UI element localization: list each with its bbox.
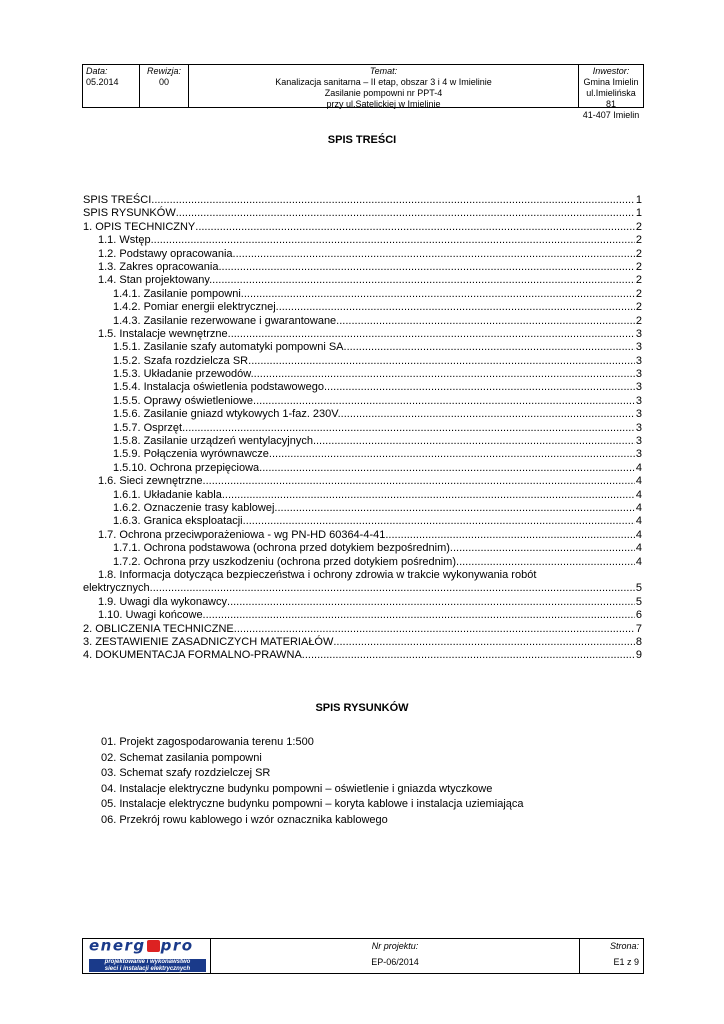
toc-entry-page: 9 [635,649,642,662]
toc-entry[interactable] [83,234,642,247]
toc-entry-title: 1.4.3. Zasilanie rezerwowane i gwarantowane. [113,314,340,327]
toc-entry-page: 3 [635,448,642,461]
toc-entry[interactable] [83,261,642,274]
toc-entry-page: 8 [635,635,642,648]
investor-line: ul.Imielińska 81 [586,88,636,109]
figure-list-item: 06. Przekrój rowu kablowego i wzór oznacznika kablowego [101,813,388,826]
toc-entry-page: 3 [635,421,642,434]
footer-project-cell [211,939,580,973]
toc-entry-title: 1.5.5. Oprawy oświetleniowe. [113,394,257,407]
toc-dot-leader [222,261,635,274]
toc-entry-title: 1.4.2. Pomiar energii elektrycznej. [113,301,279,314]
toc-entry[interactable] [83,248,642,261]
toc-dot-leader [256,395,635,408]
toc-entry[interactable] [83,315,642,328]
toc-dot-leader [176,207,635,220]
toc-dot-leader [254,368,635,381]
toc-entry[interactable] [83,422,642,435]
figure-list-item: 03. Schemat szafy rozdzielczej SR [101,767,271,780]
toc-entry-title: 1.3. Zakres opracowania. [98,260,222,273]
toc-dot-leader [341,408,635,421]
toc-entry[interactable] [83,529,642,542]
logo-tagline: sieci i instalacji elektrycznych [104,965,191,972]
toc-dot-leader [279,301,635,314]
toc-entry-title: 1.4. Stan projektowany. [98,274,213,287]
toc-entry-title: 3. ZESTAWIENIE ZASADNICZYCH MATERIAŁÓW [83,635,334,648]
toc-entry[interactable] [83,542,642,555]
toc-entry-page: 2 [635,247,642,260]
toc-dot-leader [246,515,635,528]
toc-dot-leader [227,596,635,609]
toc-entry-page: 4 [635,555,642,568]
toc-entry-page: 2 [635,234,642,247]
topic-label: Temat: [369,66,398,76]
energopro-logo [89,936,194,955]
toc-entry[interactable] [83,475,642,488]
toc-dot-leader [234,623,635,636]
header-investor-cell [579,65,643,120]
toc-dot-leader [236,248,635,261]
toc-entry-page: 3 [635,327,642,340]
toc-entry[interactable] [83,489,642,502]
toc-entry-page: 3 [635,368,642,381]
toc-entry-title: 1.9. Uwagi dla wykonawcy [98,595,228,608]
toc-dot-leader [450,542,635,555]
toc-entry[interactable] [83,408,642,421]
toc-entry-page: 4 [635,461,642,474]
toc-entry-page: 4 [635,501,642,514]
toc-entry[interactable] [83,381,642,394]
toc-dot-leader [185,422,635,435]
toc-entry[interactable] [83,194,642,207]
topic-line: przy ul.Satelickiej w Imielinie [326,99,441,109]
toc-entry-page: 3 [635,354,642,367]
toc-dot-leader [206,609,635,622]
toc-entry[interactable] [83,448,642,461]
toc-dot-leader [339,315,635,328]
toc-entry-title: 1.7.2. Ochrona przy uszkodzeniu (ochrona przed dotykiem pośrednim). [113,555,460,568]
toc-entry-page: 3 [635,408,642,421]
toc-dot-leader [225,489,635,502]
toc-entry-title: 1.5.8. Zasilanie urządzeń wentylacyjnych. [113,435,316,448]
toc-entry-title: 1.6.3. Granica eksploatacji. [113,515,246,528]
toc-entry-title: 1.6.1. Układanie kabla. [113,488,225,501]
header-topic-cell [189,65,579,107]
toc-entry-page: 5 [635,582,642,595]
toc-entry[interactable] [83,301,642,314]
page-label: Strona: [609,941,639,951]
footer-table [82,938,644,974]
toc-dot-leader [385,529,635,542]
toc-dot-leader [195,221,635,234]
figure-list-item: 04. Instalacje elektryczne budynku pompowni – oświetlenie i gniazda wtyczkowe [101,782,493,795]
toc-entry-page: 3 [635,435,642,448]
header-date-cell [83,65,140,107]
toc-entry[interactable] [83,649,642,662]
toc-entry-page: 6 [635,609,642,622]
revision-value: 00 [158,77,169,87]
toc-entry-title: 1.5.4. Instalacja oświetlenia podstawowego. [113,381,328,394]
toc-entry-page: 1 [635,207,642,220]
toc-entry-title: 1.5.2. Szafa rozdzielcza SR. [113,354,252,367]
toc-dot-leader [151,194,635,207]
header-table [82,64,644,120]
toc-dot-leader [153,582,635,595]
toc-dot-leader [154,234,635,247]
toc-entry-page: 4 [635,488,642,501]
toc-entry[interactable] [83,207,642,220]
toc-entry-title: 1.10. Uwagi końcowe. [98,609,206,622]
toc-dot-leader [206,475,635,488]
toc-entry-title: SPIS RYSUNKÓW [83,207,176,220]
toc-entry-page: 4 [635,475,642,488]
toc-entry-page: 4 [635,515,642,528]
project-label: Nr projektu: [371,941,419,951]
toc-entry-title: 1.5.1. Zasilanie szafy automatyki pompowni SA. [113,341,347,354]
logo-text-left: energ [89,936,146,955]
toc-dot-leader [277,502,634,515]
topic-line: Kanalizacja sanitarna – II etap, obszar 3 i 4 w Imielinie [275,77,492,87]
date-label: Data: [86,66,108,76]
toc-entry[interactable] [83,274,642,287]
toc-entry-title: 1.5.3. Układanie przewodów. [113,368,254,381]
footer-page-cell [580,939,643,973]
toc-dot-leader [459,556,635,569]
toc-entry[interactable] [83,636,642,649]
toc-entry-title: 1.6. Sieci zewnętrzne. [98,475,206,488]
toc-entry-title: 1.5.7. Osprzęt. [113,421,186,434]
toc-entry-page: 3 [635,381,642,394]
investor-line: Gmina Imielin [583,77,639,87]
toc-entry-title: SPIS TREŚCI [83,194,152,206]
toc-entry-page: 5 [635,595,642,608]
toc-entry-page: 7 [635,622,642,635]
toc-entry-title: 1.5.10. Ochrona przepięciowa. [113,461,263,474]
toc-entry-line: 1.8. Informacja dotycząca bezpieczeństwa i ochrony zdrowia w trakcie wykonywania robót [98,568,537,581]
toc-entry[interactable] [83,288,642,301]
toc-dot-leader [347,341,635,354]
figures-list [101,735,524,829]
toc-entry-page: 4 [635,542,642,555]
toc-entry-title: 1.1. Wstęp. [98,234,154,247]
toc-entry[interactable] [83,623,642,636]
toc-entry-page: 2 [635,287,642,300]
logo-tagline: projektowanie i wykonawstwo [104,959,191,965]
toc-entry-page: 2 [635,301,642,314]
topic-line: Zasilanie pompowni nr PPT-4 [324,88,443,98]
footer-logo-cell [83,936,211,973]
toc-entry-page: 1 [635,194,642,206]
date-value: 05.2014 [86,77,119,87]
toc-dot-leader [272,448,635,461]
toc-entry-title: 1.5. Instalacje wewnętrzne [98,327,228,340]
toc-dot-leader [316,435,635,448]
figure-list-item: 02. Schemat zasilania pompowni [101,751,262,764]
toc-entry[interactable] [83,368,642,381]
toc-dot-leader [251,355,635,368]
toc-entry[interactable] [83,596,642,609]
logo-mark-icon [147,940,160,952]
investor-line: 41-407 Imielin [582,110,640,120]
toc-entry[interactable] [83,515,642,528]
toc-dot-leader [327,381,635,394]
logo-tagline-band [89,959,206,972]
toc-entry-title: 2. OBLICZENIA TECHNICZNE [83,622,234,635]
toc-entry-title: 1.5.6. Zasilanie gniazd wtykowych 1-faz. 230V. [113,408,341,421]
logo-text-right: pro [160,936,194,955]
investor-label: Inwestor: [592,66,630,76]
toc-entry-title: 1.7. Ochrona przeciwporażeniowa - wg PN-HD 60364-4-41 [98,528,386,541]
figures-heading: SPIS RYSUNKÓW [315,702,409,714]
toc-heading: SPIS TREŚCI [327,134,397,146]
toc-entry[interactable] [83,341,642,354]
toc-entry-title: 1.4.1. Zasilanie pompowni. [113,287,244,300]
toc-entry-page: 4 [635,528,642,541]
toc-entry-title: 1.5.9. Połączenia wyrównawcze. [113,448,272,461]
toc-entry-page: 2 [635,314,642,327]
toc-entry-title: 1.6.2. Oznaczenie trasy kablowej. [113,501,278,514]
toc-entry[interactable] [83,462,642,475]
toc-dot-leader [302,649,635,662]
toc-dot-leader [262,462,635,475]
toc-entry[interactable] [83,502,642,515]
toc-entry[interactable] [83,435,642,448]
figure-list-item: 01. Projekt zagospodarowania terenu 1:500 [101,736,314,748]
toc-entry[interactable] [83,556,642,569]
toc-dot-leader [228,328,635,341]
toc-dot-leader [333,636,635,649]
toc-entry-page: 2 [635,220,642,233]
toc-entry[interactable] [83,221,642,234]
toc-entry-page: 2 [635,274,642,287]
toc-entry[interactable] [83,355,642,368]
toc-entry-title: elektrycznych. [83,582,153,595]
toc-dot-leader [212,274,635,287]
toc-entry-title: 1.2. Podstawy opracowania. [98,247,236,260]
toc-entry[interactable] [83,328,642,341]
toc-entry-title: 1. OPIS TECHNICZNY [83,220,196,233]
toc-entry[interactable] [83,395,642,408]
toc-entry[interactable] [83,609,642,622]
toc-entry-page: 3 [635,341,642,354]
toc-entry-page: 2 [635,260,642,273]
toc-dot-leader [244,288,635,301]
revision-label: Rewizja: [146,66,181,76]
toc-entry-title: 4. DOKUMENTACJA FORMALNO-PRAWNA [83,649,302,662]
project-number: EP-06/2014 [371,957,419,967]
header-revision-cell [140,65,189,107]
toc-entry-title: 1.7.1. Ochrona podstawowa (ochrona przed dotykiem bezpośrednim) [113,542,450,555]
page-number: E1 z 9 [613,957,639,967]
table-of-contents [83,194,642,663]
figure-list-item: 05. Instalacje elektryczne budynku pompowni – koryta kablowe i instalacja uziemiająca [101,798,524,811]
toc-entry-page: 3 [635,394,642,407]
toc-entry[interactable] [83,582,642,595]
